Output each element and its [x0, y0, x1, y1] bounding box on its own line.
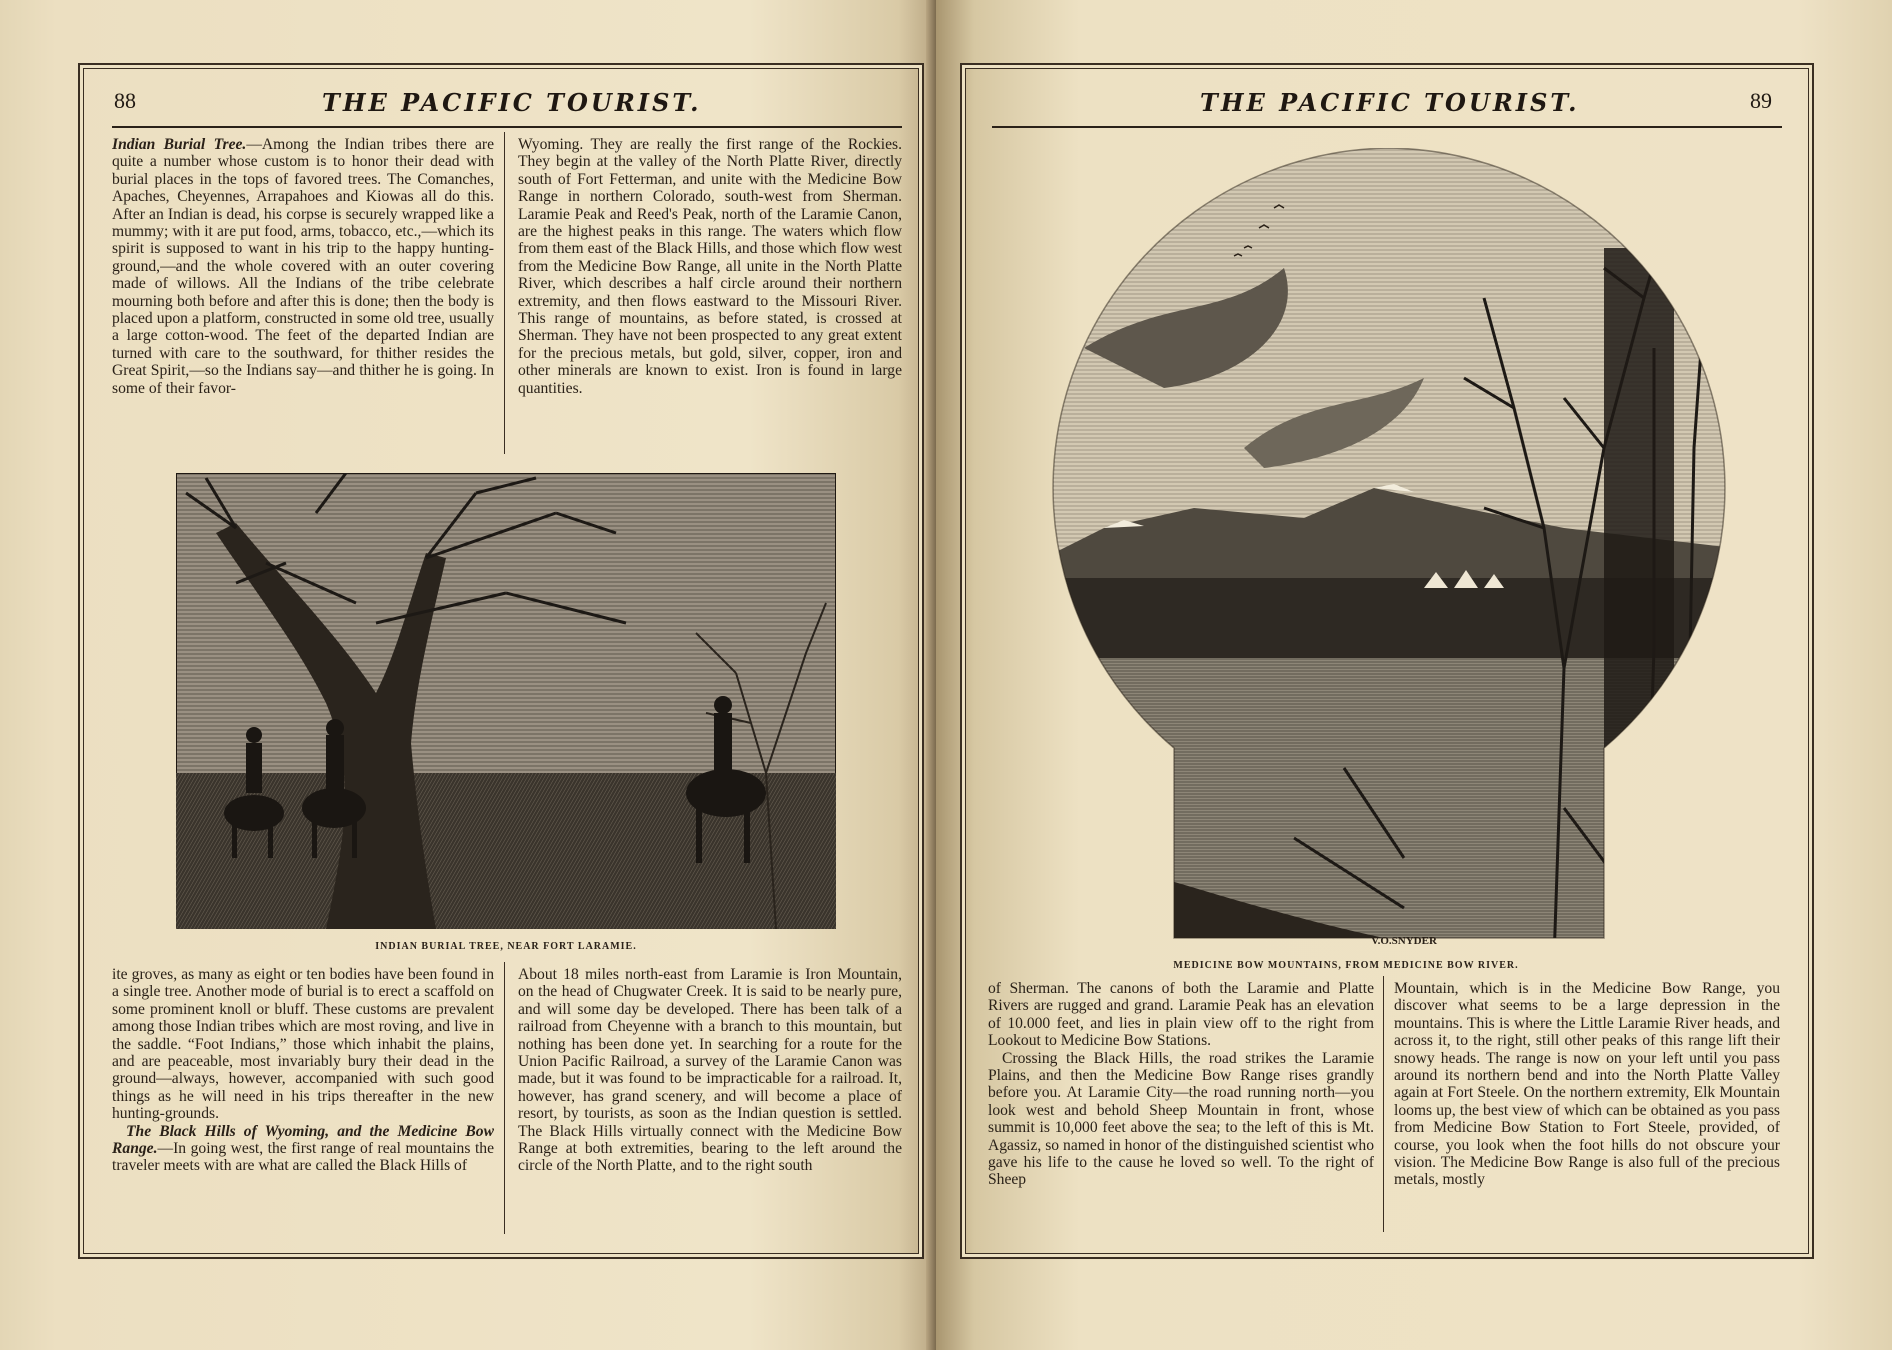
- left-bottom-column-2: [518, 966, 902, 1232]
- left-top-column-2: [518, 136, 902, 454]
- right-column-divider: [1383, 976, 1384, 1232]
- black-hills-intro-text: —In going west, the first range of real mountains the traveler meets with are what are called the Black Hills of: [112, 1140, 494, 1175]
- right-running-head: THE PACIFIC TOURIST.: [1200, 88, 1580, 117]
- right-head-rule: [992, 126, 1782, 128]
- vignette-scene: [1044, 148, 1734, 960]
- left-head-rule: [112, 126, 902, 128]
- right-figure-caption: MEDICINE BOW MOUNTAINS, FROM MEDICINE BOW RIVER.: [1173, 960, 1519, 971]
- left-bottom-column-1: [112, 966, 494, 1232]
- engraver-signature: V.O.SNYDER: [1371, 935, 1437, 947]
- right-column-2: [1394, 980, 1780, 1232]
- right-page: [936, 0, 1892, 1350]
- left-bottom-column-divider: [504, 962, 505, 1234]
- black-hills-continued-text: Wyoming. They are really the first range of the Rockies. They begin at the valley of the North Platte River, directly south of Fort Fetterman, and unite with the Medicine Bow Range in northern Colorado, south-west from Sherman. Laramie Peak and Reed's Peak, north of the Laramie Canon, are the highest peaks in this range. The waters which flow from them east of the Black Hills, and those which flow west from the Medicine Bow Range, all unite in the North Platte River, which describes a half circle around their northern extremity, and then flows eastward to the Missouri River. This range of mountains, as before stated, is crossed at Sherman. They have not been prospected to any great extent for the precious metals, but gold, silver, copper, iron and other minerals are known to exist. Iron is found in large quantities.: [518, 136, 902, 397]
- right-column-1: [988, 980, 1374, 1232]
- burial-groves-text: ite groves, as many as eight or ten bodies have been found in a single tree. Another mode of burial is to erect a scaffold on some prominent knoll or bluff. These customs are prevalent among those Indian tribes which are most roving, and live in the saddle. “Foot Indians,” those which inhabit the plains, and are peaceable, most invariably bury their dead in the ground—always, however, accompanied with such good things as he will need in his trips thereafter in the new hunting-grounds.: [112, 966, 494, 1123]
- medicine-bow-range-text: Mountain, which is in the Medicine Bow Range, you discover what seems to be a large depression in the mountains. This is where the Little Laramie River heads, and across it, to the right, still other peaks of this range lift their snowy heads. The range is now on your left until you pass around its northern bend and into the North Platte Valley again at Fort Steele. On the northern extremity, Elk Mountain looms up, the best view of which can be obtained as you pass from Medicine Bow Station to Fort Steele, provided, of course, you look when the foot hills do not obscure your vision. The Medicine Bow Range is also full of the precious metals, mostly: [1394, 980, 1780, 1189]
- medicine-bow-engraving: [1044, 148, 1734, 960]
- left-page-number: 88: [114, 88, 136, 113]
- indian-burial-tree-heading: Indian Burial Tree.: [112, 136, 247, 153]
- indian-burial-tree-engraving: [176, 473, 836, 929]
- right-page-number: 89: [1750, 88, 1772, 113]
- left-running-head: THE PACIFIC TOURIST.: [322, 88, 702, 117]
- left-top-column-divider: [504, 132, 505, 454]
- canons-text: of Sherman. The canons of both the Laramie and Platte Rivers are rugged and grand. Laramie Peak has an elevation of 10.000 feet, and lies in plain view off to the right from Lookout to Medicine Bow Stations.: [988, 980, 1374, 1050]
- left-figure-caption: INDIAN BURIAL TREE, NEAR FORT LARAMIE.: [375, 941, 637, 952]
- black-hills-heading: The Black Hills of Wyoming, and the Medicine Bow Range.: [112, 1122, 494, 1158]
- crossing-black-hills-text: Crossing the Black Hills, the road strikes the Laramie Plains, and then the Medicine Bow Range rises grandly before you. At Laramie City—the road running north—you look west and behold Sheep Mountain in front, whose summit is 10,000 feet above the sea; to the left of this is Mt. Agassiz, so named in honor of the distinguished scientist who gave his life to the cause he loved so well. To the right of Sheep: [988, 1049, 1374, 1189]
- left-top-column-1: [112, 136, 494, 454]
- iron-mountain-text: About 18 miles north-east from Laramie is Iron Mountain, on the head of Chugwater Creek. It is said to be nearly pure, and will some day be developed. There has been talk of a railroad from Cheyenne with a branch to this mountain, but nothing has been done yet. In searching for a route for the Union Pacific Railroad, a survey of the Laramie Canon was made, but it was found to be impracticable for a railroad. It, however, has grand scenery, and will become a place of resort, by tourists, as soon as the Indian question is settled. The Black Hills virtually connect with the Medicine Bow Range at both extremities, bearing to the left around the circle of the North Platte, and to the right south: [518, 966, 902, 1175]
- left-page: [0, 0, 936, 1350]
- indian-burial-tree-text: —Among the Indian tribes there are quite a number whose custom is to honor their dead with burial places in the tops of favored trees. The Comanches, Apaches, Cheyennes, Arrapahoes and Kiowas all do this. After an Indian is dead, his corpse is securely wrapped like a mummy; with it are put food, arms, tobacco, etc.,—which its spirit is supposed to want in his trip to the happy hunting-ground,—and the whole covered with an outer covering made of willows. All the Indians of the tribe celebrate mourning both before and after this is done; then the body is placed upon a platform, constructed in some old tree, usually a large cotton-wood. The feet of the departed Indian are turned with care to the southward, for thither resides the Great Spirit,—so the Indians say—and thither he is going. In some of their favor-: [112, 136, 494, 397]
